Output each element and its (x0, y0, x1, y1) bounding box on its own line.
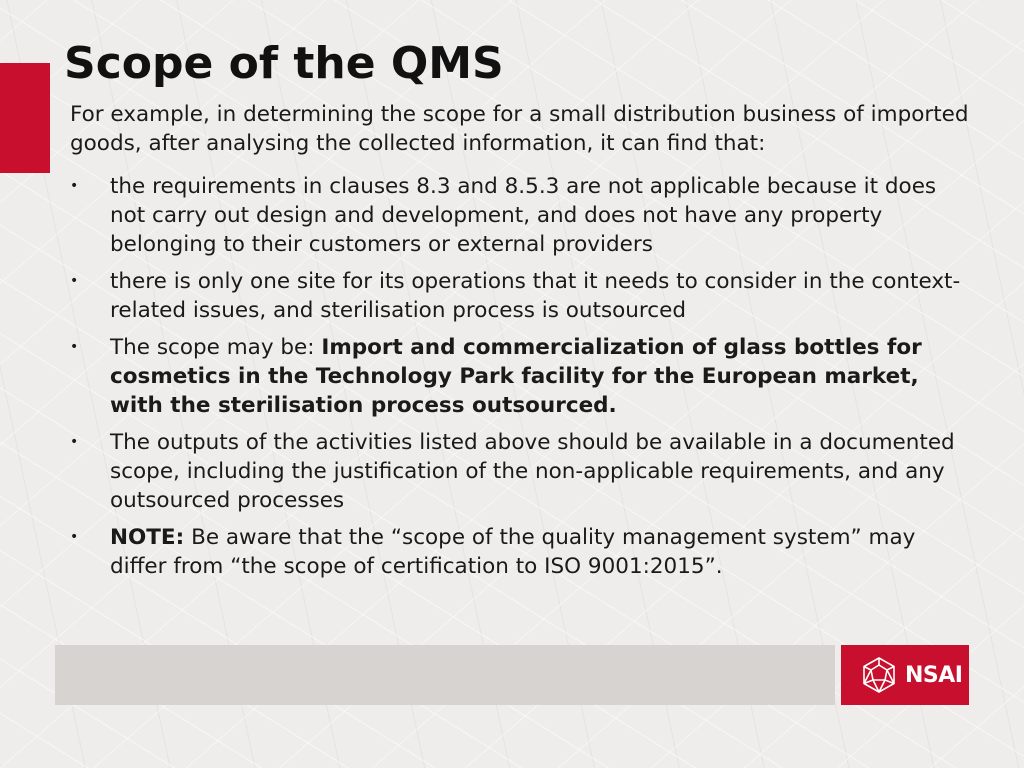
slide-content (70, 100, 970, 589)
slide-title: Scope of the QMS (64, 38, 504, 89)
bullet-marker: • (70, 529, 79, 545)
bullet-marker: • (70, 339, 79, 355)
scope-statement: Import and commercialization of glass bottles for cosmetics in the Technology Park facility for the European market, with the sterilisation process outsourced. (110, 335, 922, 418)
bullet-lead-text: The scope may be: (110, 335, 322, 360)
title-accent-bar (0, 63, 50, 173)
note-label: NOTE: (110, 525, 185, 550)
intro-paragraph: For example, in determining the scope for a small distribution business of imported goods, after analysing the collected information, it can find that: (70, 102, 969, 156)
bullet-text: The outputs of the activities listed above should be available in a documented scope, including the justification of the non-applicable requirements, and any outsourced processes (110, 430, 955, 513)
bullet-marker: • (70, 434, 79, 450)
bullet-list (70, 172, 970, 581)
bullet-item (70, 333, 970, 420)
nsai-logo (841, 645, 969, 705)
bullet-item (70, 172, 970, 259)
bullet-item (70, 267, 970, 325)
note-text: Be aware that the “scope of the quality management system” may differ from “the scope of certification to ISO 9001:2015”. (110, 525, 916, 579)
footer-band (55, 645, 835, 705)
bullet-marker: • (70, 178, 79, 194)
bullet-marker: • (70, 273, 79, 289)
bullet-text: the requirements in clauses 8.3 and 8.5.3 are not applicable because it does not carry out design and development, and does not have any property belonging to their customers or external providers (110, 174, 937, 257)
bullet-text: there is only one site for its operations that it needs to consider in the context-related issues, and sterilisation process is outsourced (110, 269, 961, 323)
bullet-item (70, 428, 970, 515)
logo-wordmark: NSAI (905, 662, 963, 688)
bullet-item (70, 523, 970, 581)
geodesic-sphere-icon (859, 655, 899, 695)
